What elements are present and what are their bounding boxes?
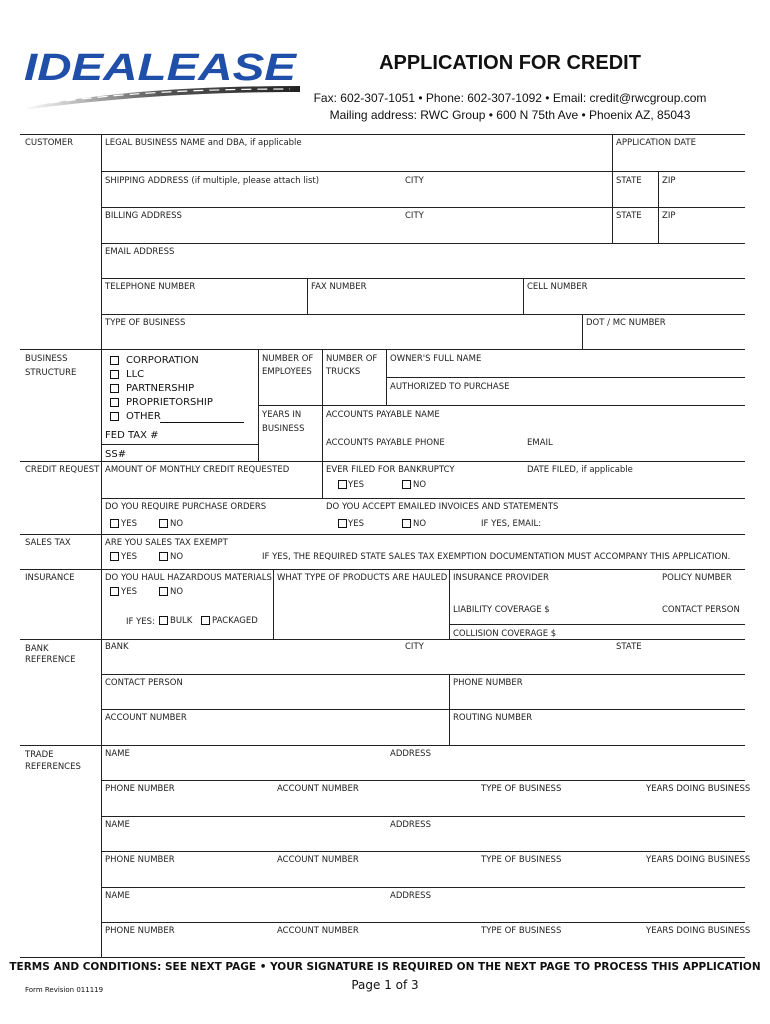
bank-contact-field[interactable]: CONTACT PERSON <box>105 678 183 688</box>
bank-routing-field[interactable]: ROUTING NUMBER <box>453 713 533 723</box>
trade-1-type-field[interactable]: TYPE OF BUSINESS <box>481 784 562 794</box>
po-yes-checkbox[interactable] <box>110 519 119 528</box>
policy-number-field[interactable]: POLICY NUMBER <box>662 573 732 583</box>
collision-coverage-field[interactable]: COLLISION COVERAGE $ <box>453 629 557 639</box>
purchase-orders-label: DO YOU REQUIRE PURCHASE ORDERS <box>105 502 267 512</box>
owner-name-field[interactable]: OWNER'S FULL NAME <box>390 354 482 364</box>
invoice-yes-checkbox[interactable] <box>338 519 347 528</box>
billing-state-field[interactable]: STATE <box>616 211 642 221</box>
bank-state-field[interactable]: STATE <box>616 642 642 652</box>
section-sales-tax: SALES TAX <box>25 538 71 548</box>
trade-3-years-field[interactable]: YEARS DOING BUSINESS <box>646 926 751 936</box>
sales-tax-note: IF YES, THE REQUIRED STATE SALES TAX EXEMPTION DOCUMENTATION MUST ACCOMPANY THIS APPLICATION. <box>262 552 731 562</box>
tax-exempt-no-checkbox[interactable] <box>159 552 168 561</box>
trade-1-account-field[interactable]: ACCOUNT NUMBER <box>277 784 359 794</box>
bank-city-field[interactable]: CITY <box>405 642 424 652</box>
logo-text: IDEALEASE <box>24 47 299 89</box>
invoice-email-field[interactable]: IF YES, EMAIL: <box>481 519 542 529</box>
products-hauled-field[interactable]: WHAT TYPE OF PRODUCTS ARE HAULED <box>277 573 448 583</box>
billing-address-field[interactable]: BILLING ADDRESS <box>105 211 182 221</box>
section-customer: CUSTOMER <box>25 138 74 148</box>
trade-2-account-field[interactable]: ACCOUNT NUMBER <box>277 855 359 865</box>
type-of-business-field[interactable]: TYPE OF BUSINESS <box>105 318 186 328</box>
bulk-checkbox[interactable] <box>159 616 168 625</box>
shipping-city-field[interactable]: CITY <box>405 176 424 186</box>
bankruptcy-label: EVER FILED FOR BANKRUPTCY <box>326 465 455 475</box>
sales-tax-question: ARE YOU SALES TAX EXEMPT <box>105 538 228 548</box>
tax-exempt-yes-label: YES <box>121 552 137 562</box>
trade-1-address-field[interactable]: ADDRESS <box>390 749 431 759</box>
section-bank-reference-1: BANK <box>25 644 49 654</box>
bankruptcy-yes-checkbox[interactable] <box>338 480 347 489</box>
trade-3-type-field[interactable]: TYPE OF BUSINESS <box>481 926 562 936</box>
date-filed-field[interactable]: DATE FILED, if applicable <box>527 465 633 475</box>
cell-field[interactable]: CELL NUMBER <box>527 282 588 292</box>
trade-2-years-field[interactable]: YEARS DOING BUSINESS <box>646 855 751 865</box>
bulk-label: BULK <box>170 616 193 626</box>
dot-mc-field[interactable]: DOT / MC NUMBER <box>586 318 666 328</box>
bankruptcy-no-checkbox[interactable] <box>402 480 411 489</box>
other-label: OTHER <box>126 411 161 422</box>
fax-field[interactable]: FAX NUMBER <box>311 282 367 292</box>
fed-tax-field[interactable]: FED TAX # <box>105 430 159 441</box>
invoice-yes-label: YES <box>348 519 364 529</box>
section-business-structure-1: BUSINESS <box>25 354 68 364</box>
num-trucks-label-1: NUMBER OF <box>326 354 378 364</box>
credit-amount-field[interactable]: AMOUNT OF MONTHLY CREDIT REQUESTED <box>105 465 290 475</box>
llc-checkbox[interactable] <box>110 370 119 379</box>
shipping-zip-field[interactable]: ZIP <box>662 176 676 186</box>
ap-email-field[interactable]: EMAIL <box>527 438 553 448</box>
page-number: Page 1 of 3 <box>351 978 419 992</box>
trade-2-address-field[interactable]: ADDRESS <box>390 820 431 830</box>
other-input-line[interactable] <box>160 422 244 423</box>
packaged-label: PACKAGED <box>212 616 258 626</box>
hazardous-yes-label: YES <box>121 587 137 597</box>
tax-exempt-no-label: NO <box>170 552 184 562</box>
trade-3-phone-field[interactable]: PHONE NUMBER <box>105 926 175 936</box>
section-bank-reference-2: REFERENCE <box>25 655 76 665</box>
application-date-field[interactable]: APPLICATION DATE <box>616 138 696 148</box>
llc-label: LLC <box>126 369 145 380</box>
ap-phone-field[interactable]: ACCOUNTS PAYABLE PHONE <box>326 438 445 448</box>
hazardous-label: DO YOU HAUL HAZARDOUS MATERIALS <box>105 573 272 583</box>
years-in-business-1: YEARS IN <box>262 410 302 420</box>
section-business-structure-2: STRUCTURE <box>25 368 77 378</box>
bank-phone-field[interactable]: PHONE NUMBER <box>453 678 523 688</box>
proprietorship-label: PROPRIETORSHIP <box>126 397 213 408</box>
billing-zip-field[interactable]: ZIP <box>662 211 676 221</box>
email-address-field[interactable]: EMAIL ADDRESS <box>105 247 175 257</box>
legal-name-field[interactable]: LEGAL BUSINESS NAME and DBA, if applicable <box>105 138 302 148</box>
shipping-address-field[interactable]: SHIPPING ADDRESS (if multiple, please attach list) <box>105 176 320 186</box>
insurance-contact-field[interactable]: CONTACT PERSON <box>662 605 740 615</box>
trade-3-name-field[interactable]: NAME <box>105 891 130 901</box>
invoice-no-label: NO <box>413 519 427 529</box>
ssn-field[interactable]: SS# <box>105 449 127 460</box>
invoice-no-checkbox[interactable] <box>402 519 411 528</box>
authorized-field[interactable]: AUTHORIZED TO PURCHASE <box>390 382 510 392</box>
hazardous-yes-checkbox[interactable] <box>110 587 119 596</box>
form-revision: Form Revision 011119 <box>25 986 104 994</box>
partnership-checkbox[interactable] <box>110 384 119 393</box>
bank-account-field[interactable]: ACCOUNT NUMBER <box>105 713 187 723</box>
billing-city-field[interactable]: CITY <box>405 211 424 221</box>
num-employees-label-2: EMPLOYEES <box>262 367 312 377</box>
trade-3-address-field[interactable]: ADDRESS <box>390 891 431 901</box>
shipping-state-field[interactable]: STATE <box>616 176 642 186</box>
bankruptcy-yes-label: YES <box>348 480 364 490</box>
trade-3-account-field[interactable]: ACCOUNT NUMBER <box>277 926 359 936</box>
trade-2-type-field[interactable]: TYPE OF BUSINESS <box>481 855 562 865</box>
liability-coverage-field[interactable]: LIABILITY COVERAGE $ <box>453 605 550 615</box>
po-no-checkbox[interactable] <box>159 519 168 528</box>
trade-1-phone-field[interactable]: PHONE NUMBER <box>105 784 175 794</box>
contact-line: Fax: 602-307-1051 • Phone: 602-307-1092 • Email: credit@rwcgroup.com <box>313 91 707 105</box>
bank-field[interactable]: BANK <box>105 642 129 652</box>
po-yes-label: YES <box>121 519 137 529</box>
section-trade-references-2: REFERENCES <box>25 762 81 772</box>
hazardous-no-checkbox[interactable] <box>159 587 168 596</box>
section-insurance: INSURANCE <box>25 573 75 583</box>
section-credit-request: CREDIT REQUEST <box>25 465 100 475</box>
proprietorship-checkbox[interactable] <box>110 398 119 407</box>
partnership-label: PARTNERSHIP <box>126 383 195 394</box>
telephone-field[interactable]: TELEPHONE NUMBER <box>105 282 196 292</box>
section-trade-references-1: TRADE <box>25 750 54 760</box>
trade-2-phone-field[interactable]: PHONE NUMBER <box>105 855 175 865</box>
idealease-logo <box>20 46 302 112</box>
tax-exempt-yes-checkbox[interactable] <box>110 552 119 561</box>
corporation-label: CORPORATION <box>126 355 199 366</box>
terms-notice: TERMS AND CONDITIONS: SEE NEXT PAGE • YOUR SIGNATURE IS REQUIRED ON THE NEXT PAGE TO PROCESS THIS APPLICATION <box>9 961 761 973</box>
packaged-checkbox[interactable] <box>201 616 210 625</box>
page-title: APPLICATION FOR CREDIT <box>379 52 641 74</box>
trade-1-years-field[interactable]: YEARS DOING BUSINESS <box>646 784 751 794</box>
if-yes-label: IF YES: <box>126 617 155 627</box>
years-in-business-2: BUSINESS <box>262 424 305 434</box>
num-trucks-label-2: TRUCKS <box>326 367 361 377</box>
hazardous-no-label: NO <box>170 587 184 597</box>
insurance-provider-field[interactable]: INSURANCE PROVIDER <box>453 573 549 583</box>
num-employees-label-1: NUMBER OF <box>262 354 314 364</box>
ap-name-field[interactable]: ACCOUNTS PAYABLE NAME <box>326 410 440 420</box>
corporation-checkbox[interactable] <box>110 356 119 365</box>
emailed-invoices-label: DO YOU ACCEPT EMAILED INVOICES AND STATEMENTS <box>326 502 559 512</box>
mailing-address: Mailing address: RWC Group • 600 N 75th Ave • Phoenix AZ, 85043 <box>329 108 691 122</box>
bankruptcy-no-label: NO <box>413 480 427 490</box>
trade-1-name-field[interactable]: NAME <box>105 749 130 759</box>
other-checkbox[interactable] <box>110 412 119 421</box>
po-no-label: NO <box>170 519 184 529</box>
trade-2-name-field[interactable]: NAME <box>105 820 130 830</box>
